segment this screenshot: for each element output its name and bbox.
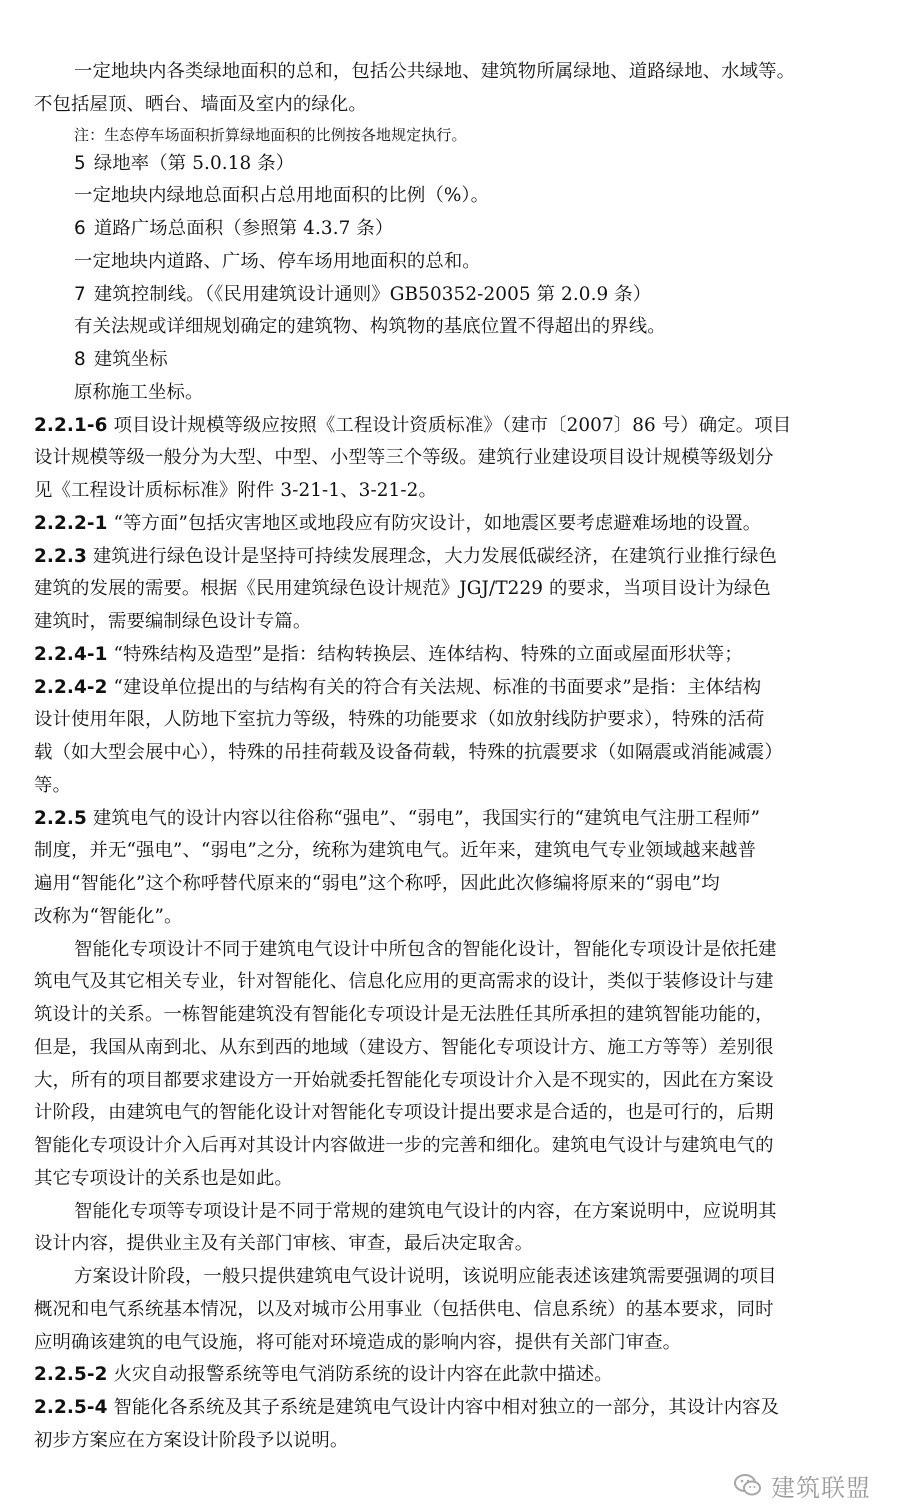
text-line [34,1327,865,1360]
text-line [34,1163,865,1196]
text-line [34,1130,865,1163]
clause-line [34,803,865,836]
line-text: 建筑进行绿色设计是坚持可持续发展理念，大力发展低碳经济，在建筑行业推行绿色 [92,545,778,567]
text-line [34,966,865,999]
line-text: 设计内容，提供业主及有关部门审核、审查，最后决定取舍。 [34,1233,534,1255]
line-text: 建筑时，需要编制绿色设计专篇。 [34,611,312,632]
line-text: 初步方案应在方案设计阶段予以说明。 [34,1429,349,1451]
text-line [34,704,865,737]
line-text: 设计使用年限，人防地下室抗力等级，特殊的功能要求（如放射线防护要求），特殊的活荷 [34,709,765,731]
text-line [34,311,865,344]
line-text: 但是，我国从南到北、从东到西的地域（建设方、智能化专项设计方、施工方等等）差别很 [34,1036,774,1058]
line-text: 不包括屋顶、晒台、墙面及室内的绿化。 [34,93,367,115]
line-text: 原称施工坐标。 [74,381,204,403]
clause-number: 2.2.3 [34,545,87,567]
line-text: 制度，并无“强电”、“弱电”之分，统称为建筑电气。近年来，建筑电气专业领域越来越普 [34,840,757,862]
text-line [34,606,865,639]
text-line [34,56,865,89]
line-text: 应明确该建筑的电气设施，将可能对环境造成的影响内容，提供有关部门审查。 [34,1331,682,1353]
text-line [34,1294,865,1327]
text-line [34,442,865,475]
line-text: “等方面”包括灾害地区或地段应有防灾设计，如地震区要考虑避难场地的设置。 [113,512,762,534]
line-text: 火灾自动报警系统等电气消防系统的设计内容在此款中描述。 [113,1364,613,1386]
text-line [34,213,865,246]
watermark [733,1468,871,1502]
text-line [34,180,865,213]
line-text: “特殊结构及造型”是指：结构转换层、连体结构、特殊的立面或屋面形状等； [113,643,743,665]
line-text: 注：生态停车场面积折算绿地面积的比例按各地规定执行。 [74,125,467,144]
clause-line [34,508,865,541]
line-text: 建筑的发展的需要。根据《民用建筑绿色设计规范》JGJ/T229 的要求，当项目设计为绿色 [34,578,771,600]
line-text: 建筑控制线。（《民用建筑设计通则》GB50352-2005 第 2.0.9 条） [93,283,652,305]
text-line [34,1032,865,1065]
line-text: 一定地块内绿地总面积占总用地面积的比例（%）。 [74,185,490,207]
clause-line [34,410,865,443]
line-text: 建筑电气的设计内容以往俗称“强电”、“弱电”，我国实行的“建筑电气注册工程师” [92,807,761,829]
line-text: 改称为“智能化”。 [34,905,183,927]
text-line [34,737,865,770]
line-text: 一定地块内各类绿地面积的总和，包括公共绿地、建筑物所属绿地、道路绿地、水域等。 [74,61,796,82]
line-text: 概况和电气系统基本情况，以及对城市公用事业（包括供电、信息系统）的基本要求，同时 [34,1298,774,1320]
text-line [34,1261,865,1294]
text-line [34,573,865,606]
item-number: 5 [74,152,86,174]
text-line [34,246,865,279]
line-text: 大，所有的项目都要求建设方一开始就委托智能化专项设计介入是不现实的，因此在方案设 [34,1069,774,1091]
text-line [34,835,865,868]
clause-number: 2.2.5 [34,807,87,829]
line-text: 有关法规或详细规划确定的建筑物、构筑物的基底位置不得超出的界线。 [74,316,666,338]
text-line [34,377,865,410]
clause-number: 2.2.1-6 [34,414,108,436]
line-text: 其它专项设计的关系也是如此。 [34,1167,293,1189]
clause-number: 2.2.4-1 [34,643,108,665]
item-number: 6 [74,218,86,239]
line-text: 项目设计规模等级应按照《工程设计资质标准》（建市〔2007〕86 号）确定。项目 [113,414,792,436]
line-text: 智能化各系统及其子系统是建筑电气设计内容中相对独立的一部分，其设计内容及 [113,1397,780,1418]
text-line [34,475,865,508]
clause-number: 2.2.2-1 [34,512,108,534]
clause-line [34,672,865,705]
line-text: 绿地率（第 5.0.18 条） [93,152,295,174]
text-line [34,934,865,967]
item-number: 8 [74,349,86,370]
text-line [34,89,865,122]
line-text: 载（如大型会展中心），特殊的吊挂荷载及设备荷载，特殊的抗震要求（如隔震或消能减震） [34,742,783,763]
text-line [34,868,865,901]
note-line [34,122,865,148]
text-line [34,1196,865,1229]
line-text: “建设单位提出的与结构有关的符合有关法规、标准的书面要求”是指：主体结构 [113,676,762,698]
clause-line [34,1359,865,1392]
line-text: 建筑坐标 [93,349,168,370]
item-number: 7 [74,283,86,305]
line-text: 智能化专项设计介入后再对其设计内容做进一步的完善和细化。建筑电气设计与建筑电气的 [34,1135,774,1156]
watermark-text: 建筑联盟 [771,1473,871,1502]
text-line [34,1425,865,1458]
line-text: 方案设计阶段，一般只提供建筑电气设计说明，该说明应能表述该建筑需要强调的项目 [74,1266,777,1287]
line-text: 筑电气及其它相关专业，针对智能化、信息化应用的更高需求的设计，类似于装修设计与建 [34,971,774,993]
text-line [34,1065,865,1098]
line-text: 见《工程设计质标标准》附件 3-21-1、3-21-2。 [34,480,437,501]
text-line [34,770,865,803]
text-line [34,148,865,181]
text-line [34,999,865,1032]
text-line [34,1097,865,1130]
text-line [34,1228,865,1261]
line-text: 遍用“智能化”这个称呼替代原来的“弱电”这个称呼，因此此次修编将原来的“弱电”均 [34,873,720,894]
line-text: 智能化专项设计不同于建筑电气设计中所包含的智能化设计，智能化专项设计是依托建 [74,938,777,960]
text-line [34,279,865,312]
line-text: 计阶段，由建筑电气的智能化设计对智能化专项设计提出要求是合适的，也是可行的，后期 [34,1102,774,1124]
line-text: 一定地块内道路、广场、停车场用地面积的总和。 [74,250,481,272]
text-line [34,344,865,377]
line-text: 设计规模等级一般分为大型、中型、小型等三个等级。建筑行业建设项目设计规模等级划分 [34,447,774,469]
wechat-icon [733,1470,763,1500]
line-text: 筑设计的关系。一栋智能建筑没有智能化专项设计是无法胜任其所承担的建筑智能功能的， [34,1004,774,1025]
text-line [34,901,865,934]
line-text: 道路广场总面积（参照第 4.3.7 条） [93,218,394,239]
clause-number: 2.2.4-2 [34,676,108,698]
line-text: 等。 [34,774,71,796]
clause-line [34,639,865,672]
clause-number: 2.2.5-2 [34,1364,108,1386]
clause-line [34,541,865,574]
clause-number: 2.2.5-4 [34,1397,108,1418]
clause-line [34,1392,865,1425]
line-text: 智能化专项等专项设计是不同于常规的建筑电气设计的内容，在方案说明中，应说明其 [74,1200,777,1222]
